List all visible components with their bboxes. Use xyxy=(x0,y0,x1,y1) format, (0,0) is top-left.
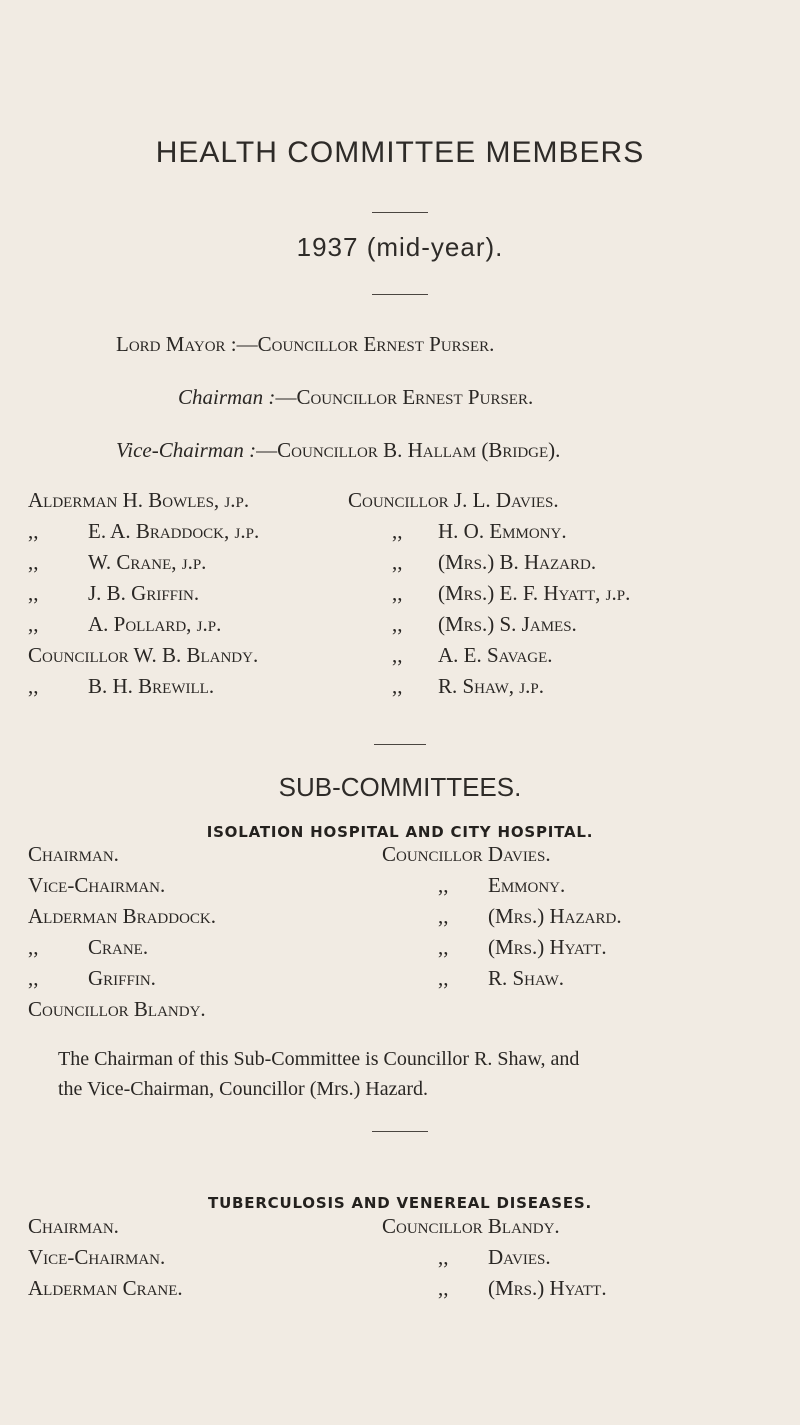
member-row xyxy=(392,643,553,668)
lord-mayor-line xyxy=(116,332,494,357)
lord-mayor-label: Lord Mayor :— xyxy=(116,332,258,356)
list-item xyxy=(28,1214,119,1239)
divider xyxy=(372,212,428,213)
list-item-text: Crane. xyxy=(88,935,149,959)
ditto-mark: ,, xyxy=(438,935,449,959)
member-row xyxy=(28,488,249,513)
list-item xyxy=(28,1276,183,1301)
ditto-mark: ,, xyxy=(28,612,39,636)
list-item xyxy=(28,904,216,929)
list-item xyxy=(28,842,119,867)
list-item xyxy=(438,904,622,929)
chairman-line xyxy=(178,385,533,410)
ditto-mark: ,, xyxy=(28,550,39,574)
list-item-text: (Mrs.) Hazard. xyxy=(488,904,622,928)
list-item-text: Alderman Braddock. xyxy=(28,904,217,928)
list-item xyxy=(382,1214,560,1239)
member-name: H. Bowles, j.p. xyxy=(122,488,250,512)
list-item xyxy=(28,873,165,898)
list-item-text: (Mrs.) Hyatt. xyxy=(488,935,607,959)
list-item-text: Alderman Crane. xyxy=(28,1276,183,1300)
lord-mayor-name: Councillor Ernest Purser. xyxy=(257,332,495,356)
member-name: R. Shaw, j.p. xyxy=(438,674,544,698)
ditto-mark: ,, xyxy=(438,966,449,990)
ditto-mark: ,, xyxy=(28,519,39,543)
member-row xyxy=(392,519,567,544)
member-name: E. A. Braddock, j.p. xyxy=(88,519,260,543)
member-name: (Mrs.) E. F. Hyatt, j.p. xyxy=(438,581,631,605)
list-item-text: Councillor Davies. xyxy=(382,842,551,866)
isolation-note-line2: the Vice-Chairman, Councillor (Mrs.) Hazard. xyxy=(58,1078,428,1100)
member-row xyxy=(28,612,221,637)
vice-chairman-label: Vice-Chairman : xyxy=(116,438,257,462)
ditto-mark: ,, xyxy=(392,581,403,605)
list-item-text: Chairman. xyxy=(28,1214,119,1238)
list-item-text: (Mrs.) Hyatt. xyxy=(488,1276,607,1300)
list-item xyxy=(438,1276,607,1301)
ditto-mark: ,, xyxy=(438,873,449,897)
member-name: W. B. Blandy. xyxy=(133,643,259,667)
chairman-name: —Councillor Ernest Purser. xyxy=(275,385,534,409)
member-name: A. E. Savage. xyxy=(438,643,553,667)
member-row xyxy=(392,674,544,699)
member-name: (Mrs.) S. James. xyxy=(438,612,577,636)
ditto-mark: ,, xyxy=(28,581,39,605)
member-row xyxy=(28,519,259,544)
member-row xyxy=(28,581,199,606)
vice-chairman-name: —Councillor B. Hallam (Bridge). xyxy=(256,438,561,462)
vice-chairman-line xyxy=(116,438,560,463)
ditto-mark: ,, xyxy=(438,1245,449,1269)
list-item xyxy=(382,842,551,867)
member-row xyxy=(28,674,214,699)
member-row xyxy=(392,612,577,637)
list-item xyxy=(438,1245,551,1270)
tuberculosis-heading: TUBERCULOSIS AND VENEREAL DISEASES. xyxy=(208,1194,592,1212)
year-subtitle: 1937 (mid-year). xyxy=(296,232,504,262)
divider xyxy=(374,744,426,745)
isolation-note-line1: The Chairman of this Sub-Committee is Councillor R. Shaw, and xyxy=(58,1048,580,1070)
member-prefix: Alderman xyxy=(28,488,118,512)
list-item-text: R. Shaw. xyxy=(488,966,565,990)
list-item-text: Griffin. xyxy=(88,966,156,990)
ditto-mark: ,, xyxy=(28,935,39,959)
list-item-text: Councillor Blandy. xyxy=(28,997,206,1021)
list-item-text: Councillor Blandy. xyxy=(382,1214,560,1238)
list-item-text: Vice-Chairman. xyxy=(28,1245,166,1269)
ditto-mark: ,, xyxy=(28,674,39,698)
list-item-text: Vice-Chairman. xyxy=(28,873,166,897)
list-item-text: Davies. xyxy=(488,1245,551,1269)
ditto-mark: ,, xyxy=(438,1276,449,1300)
ditto-mark: ,, xyxy=(438,904,449,928)
ditto-mark: ,, xyxy=(392,643,403,667)
ditto-mark: ,, xyxy=(392,612,403,636)
member-prefix: Councillor xyxy=(348,488,449,512)
member-row xyxy=(348,488,559,513)
list-item xyxy=(28,935,148,960)
member-name: B. H. Brewill. xyxy=(88,674,215,698)
member-name: W. Crane, j.p. xyxy=(88,550,207,574)
list-item xyxy=(438,935,607,960)
list-item xyxy=(28,997,206,1022)
chairman-label: Chairman : xyxy=(178,385,276,409)
member-row xyxy=(28,550,206,575)
member-row xyxy=(392,581,630,606)
ditto-mark: ,, xyxy=(392,674,403,698)
subcommittees-heading: SUB-COMMITTEES. xyxy=(278,772,522,802)
member-prefix: Councillor xyxy=(28,643,129,667)
divider xyxy=(372,294,428,295)
page-title: HEALTH COMMITTEE MEMBERS xyxy=(155,136,645,169)
list-item xyxy=(28,966,156,991)
ditto-mark: ,, xyxy=(392,550,403,574)
list-item xyxy=(438,873,565,898)
member-name: J. B. Griffin. xyxy=(88,581,200,605)
member-name: J. L. Davies. xyxy=(453,488,559,512)
list-item-text: Chairman. xyxy=(28,842,119,866)
divider xyxy=(372,1131,428,1132)
member-name: A. Pollard, j.p. xyxy=(88,612,222,636)
list-item-text: Emmony. xyxy=(488,873,566,897)
isolation-heading: ISOLATION HOSPITAL AND CITY HOSPITAL. xyxy=(206,823,594,841)
ditto-mark: ,, xyxy=(392,519,403,543)
list-item xyxy=(28,1245,165,1270)
member-name: H. O. Emmony. xyxy=(438,519,567,543)
list-item xyxy=(438,966,564,991)
member-row xyxy=(28,643,258,668)
ditto-mark: ,, xyxy=(28,966,39,990)
member-row xyxy=(392,550,596,575)
member-name: (Mrs.) B. Hazard. xyxy=(438,550,597,574)
